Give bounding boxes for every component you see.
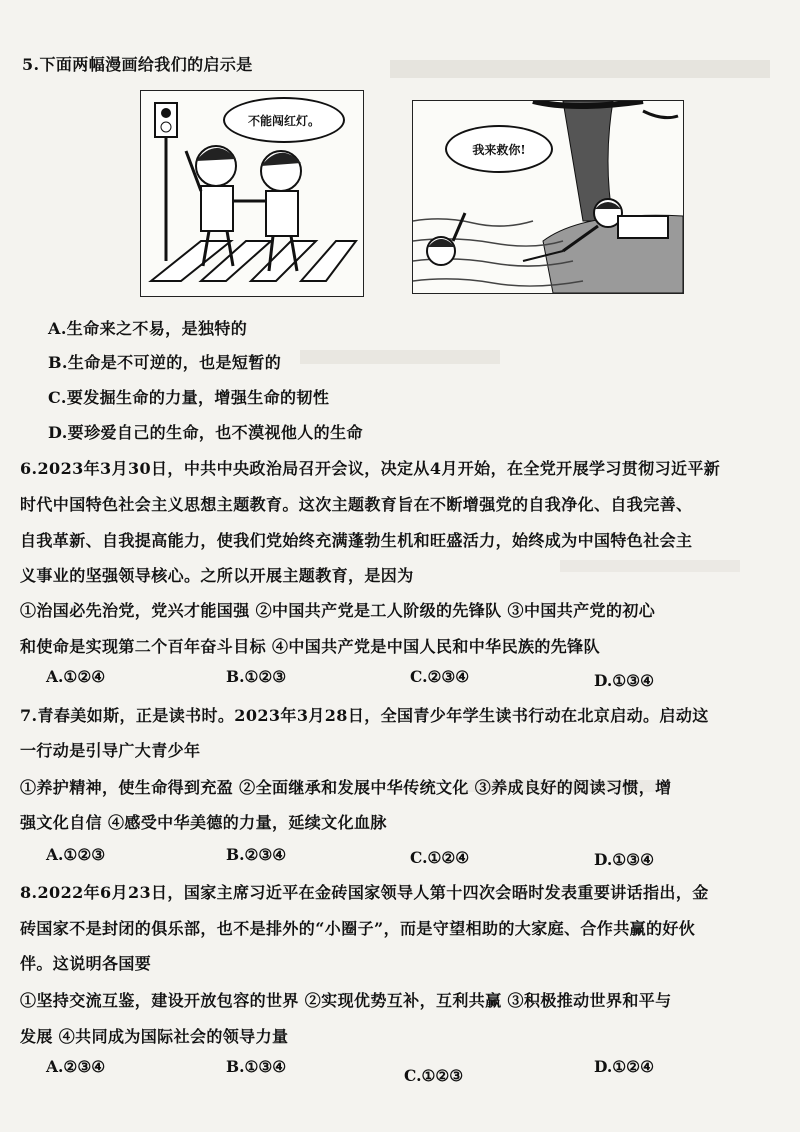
q8-statements-line-2: 发展 ④共同成为国际社会的领导力量 (20, 1027, 289, 1046)
bleed-through-mark (390, 60, 770, 78)
q6-stem-line-3: 自我革新、自我提高能力，使我们党始终充满蓬勃生机和旺盛活力，始终成为中国特色社会主 (20, 531, 693, 550)
comic-traffic-light (140, 90, 364, 297)
q6-option-a[interactable]: A.①②④ (46, 667, 106, 686)
q8-option-c[interactable]: C.①②③ (404, 1066, 464, 1085)
bleed-through-mark (560, 560, 740, 572)
bleed-through-mark (300, 350, 500, 364)
q6-statements-line-1: ①治国必先治党，党兴才能国强 ②中国共产党是工人阶级的先锋队 ③中国共产党的初心 (20, 601, 656, 620)
q8-option-b[interactable]: B.①③④ (226, 1057, 287, 1076)
q7-option-c[interactable]: C.①②④ (410, 848, 470, 867)
q6-stem-line-1: 6.2023年3月30日，中共中央政治局召开会议，决定从4月开始，在全党开展学习贯彻习近平新 (20, 459, 721, 478)
q5-option-b[interactable]: B.生命是不可逆的，也是短暂的 (48, 353, 282, 372)
q8-stem-line-3: 伴。这说明各国要 (20, 954, 152, 973)
q5-option-a[interactable]: A.生命来之不易，是独特的 (48, 319, 248, 338)
q7-option-a[interactable]: A.①②③ (46, 845, 106, 864)
q8-stem-line-2: 砖国家不是封闭的俱乐部，也不是排外的“小圈子”，而是守望相助的大家庭、合作共赢的好伙 (20, 919, 696, 938)
q8-stem-line-1: 8.2022年6月23日，国家主席习近平在金砖国家领导人第十四次会晤时发表重要讲话指出，金 (20, 883, 709, 902)
speech-bubble-right: 我来救你! (445, 125, 553, 173)
q7-statements-line-2: 强文化自信 ④感受中华美德的力量，延续文化血脉 (20, 813, 387, 832)
q8-option-a[interactable]: A.②③④ (46, 1057, 106, 1076)
q6-stem-line-2: 时代中国特色社会主义思想主题教育。这次主题教育旨在不断增强党的自我净化、自我完善、 (20, 495, 693, 514)
comic-rescue (412, 100, 684, 294)
speech-bubble-left: 不能闯红灯。 (223, 97, 345, 143)
q6-option-b[interactable]: B.①②③ (226, 667, 287, 686)
q8-statements-line-1: ①坚持交流互鉴，建设开放包容的世界 ②实现优势互补，互利共赢 ③积极推动世界和平与 (20, 991, 672, 1010)
q6-option-c[interactable]: C.②③④ (410, 667, 470, 686)
q5-option-c[interactable]: C.要发掘生命的力量，增强生命的韧性 (48, 388, 330, 407)
q6-option-d[interactable]: D.①③④ (594, 671, 654, 690)
q7-statements-line-1: ①养护精神，使生命得到充盈 ②全面继承和发展中华传统文化 ③养成良好的阅读习惯，增 (20, 778, 672, 797)
q5-option-d[interactable]: D.要珍爱自己的生命，也不漠视他人的生命 (48, 423, 363, 442)
q8-option-d[interactable]: D.①②④ (594, 1057, 654, 1076)
q6-statements-line-2: 和使命是实现第二个百年奋斗目标 ④中国共产党是中国人民和中华民族的先锋队 (20, 637, 600, 656)
q7-stem-line-2: 一行动是引导广大青少年 (20, 741, 201, 760)
comic-rescue-drawing (413, 101, 683, 293)
q5-stem: 5.下面两幅漫画给我们的启示是 (22, 55, 253, 74)
q6-stem-line-4: 义事业的坚强领导核心。之所以开展主题教育，是因为 (20, 566, 414, 585)
q7-stem-line-1: 7.青春美如斯，正是读书时。2023年3月28日，全国青少年学生读书行动在北京启动。启动这 (20, 706, 709, 725)
q7-option-b[interactable]: B.②③④ (226, 845, 287, 864)
q7-option-d[interactable]: D.①③④ (594, 850, 654, 869)
